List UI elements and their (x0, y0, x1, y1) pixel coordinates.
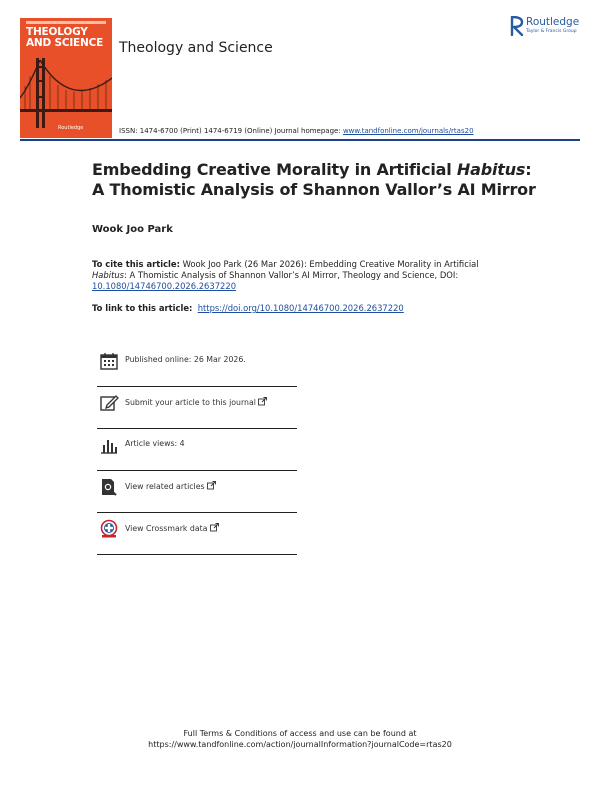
footer-terms-url[interactable]: https://www.tandfonline.com/action/journalInformation?journalCode=rtas20 (148, 740, 452, 749)
citation-doi-link[interactable]: 10.1080/14746700.2026.2637220 (92, 281, 237, 291)
submit-article-text[interactable]: Submit your article to this journal (125, 398, 256, 407)
cover-title-line1: THEOLOGY (26, 26, 88, 38)
title-italic: Habitus (456, 160, 526, 179)
routledge-logo-icon (510, 16, 524, 36)
info-published (97, 345, 297, 387)
citation-block (92, 259, 492, 292)
cover-publisher-mark: Routledge (58, 125, 84, 131)
author-name: Wook Joo Park (92, 224, 173, 235)
info-views-label: Article views: 4 (125, 439, 185, 448)
article-title (92, 160, 562, 200)
article-doi-url[interactable]: https://doi.org/10.1080/14746700.2026.2637220 (197, 303, 404, 313)
info-crossmark-label[interactable] (125, 523, 219, 533)
publisher-subtitle: Taylor & Francis Group (526, 29, 577, 34)
search-document-icon (99, 477, 119, 497)
external-link-icon (210, 523, 219, 532)
citation-italic: Habitus (92, 270, 125, 280)
article-title-line1 (92, 160, 562, 180)
publisher-name: Routledge (526, 16, 580, 28)
info-related-articles[interactable] (97, 471, 297, 513)
journal-homepage-link[interactable]: www.tandfonline.com/journals/rtas20 (342, 127, 474, 135)
cover-title-line2: AND SCIENCE (26, 37, 104, 49)
citation-label: To cite this article: (92, 259, 180, 269)
article-title-line2: A Thomistic Analysis of Shannon Vallor’s AI Mirror (92, 180, 536, 199)
info-submit-article[interactable] (97, 387, 297, 429)
journal-name: Theology and Science (119, 40, 273, 56)
cover-title (26, 27, 110, 49)
publisher-logo (510, 16, 590, 38)
journal-cover (20, 18, 112, 138)
citation-text-1: Wook Joo Park (26 Mar 2026): Embedding Creative Morality in Artificial (179, 259, 479, 269)
crossmark-text[interactable]: View Crossmark data (125, 524, 208, 533)
info-related-label[interactable] (125, 481, 216, 491)
title-text-2: : (525, 160, 532, 179)
related-articles-text[interactable]: View related articles (125, 482, 205, 491)
info-submit-label[interactable] (125, 397, 267, 407)
footer (0, 728, 600, 750)
crossmark-icon (99, 519, 119, 539)
issn-line (119, 127, 474, 135)
citation-text-2: : A Thomistic Analysis of Shannon Vallor’s AI Mirror, Theology and Science, DOI: (124, 270, 459, 280)
title-text-1: Embedding Creative Morality in Artificial (92, 160, 457, 179)
info-published-label: Published online: 26 Mar 2026. (125, 355, 246, 364)
issn-text: ISSN: 1474-6700 (Print) 1474-6719 (Online) Journal homepage: (119, 127, 343, 135)
link-label: To link to this article: (92, 303, 193, 313)
edit-icon (99, 393, 119, 413)
info-crossmark[interactable] (97, 513, 297, 555)
external-link-icon (258, 397, 267, 406)
article-link-line (92, 303, 404, 313)
article-info-list (97, 345, 297, 555)
external-link-icon (207, 481, 216, 490)
bar-chart-icon (99, 435, 119, 455)
calendar-icon (99, 351, 119, 371)
footer-terms-text: Full Terms & Conditions of access and use can be found at (183, 729, 417, 738)
info-article-views (97, 429, 297, 471)
header-divider (20, 139, 580, 141)
